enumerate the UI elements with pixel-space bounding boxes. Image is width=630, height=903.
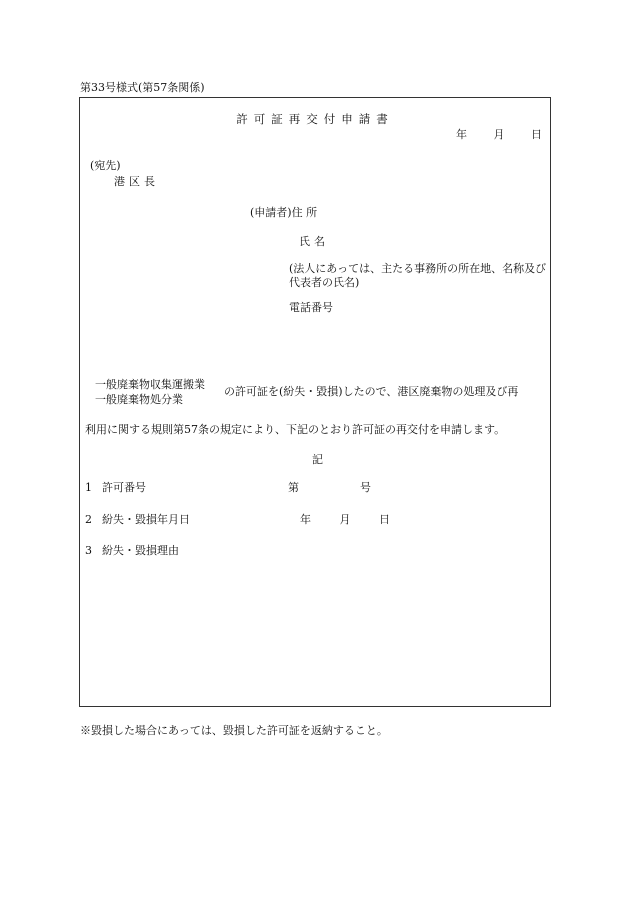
item-label: 紛失・毀損年月日 [102, 513, 190, 526]
loss-year-label: 年 [300, 513, 311, 526]
item-label: 許可番号 [102, 481, 146, 494]
date-month-label: 月 [493, 128, 505, 141]
body-text-line-2: 利用に関する規則第57条の規定により、下記のとおり許可証の再交付を申請します。 [85, 423, 506, 436]
item-loss-reason [85, 545, 179, 556]
item-number: 2 [85, 513, 92, 526]
document-title: 許可証再交付申請書 [236, 112, 394, 126]
addressee-name: 港区長 [114, 175, 159, 188]
date-day-label: 日 [531, 128, 542, 141]
date-year-label: 年 [456, 128, 467, 141]
body-text-line-1: の許可証を(紛失・毀損)したので、港区廃棄物の処理及び再 [224, 385, 519, 398]
business-type-disposal: 一般廃棄物処分業 [95, 393, 183, 406]
footnote: ※毀損した場合にあっては、毀損した許可証を返納すること。 [80, 724, 388, 737]
item-permit-number [85, 482, 146, 493]
corporation-note: (法人にあっては、主たる事務所の所在地、名称及び代表者の氏名) [289, 262, 547, 289]
loss-month-label: 月 [339, 513, 351, 526]
item-number: 1 [85, 481, 92, 494]
phone-label: 電話番号 [289, 301, 333, 314]
permit-number-suffix: 号 [360, 481, 371, 494]
item-number: 3 [85, 544, 92, 557]
ki-heading: 記 [312, 453, 323, 466]
applicant-name-label: 氏名 [299, 235, 329, 248]
addressee-label: (宛先) [90, 159, 121, 172]
permit-number-prefix: 第 [288, 481, 299, 494]
form-number-label: 第33号様式(第57条関係) [80, 81, 205, 94]
item-label: 紛失・毀損理由 [102, 544, 179, 557]
loss-day-label: 日 [379, 513, 390, 526]
applicant-address-label: (申請者)住 所 [250, 206, 318, 219]
business-type-collection: 一般廃棄物収集運搬業 [95, 378, 205, 391]
loss-date-fields [300, 514, 390, 525]
date-line [456, 129, 542, 140]
item-loss-date [85, 514, 190, 525]
